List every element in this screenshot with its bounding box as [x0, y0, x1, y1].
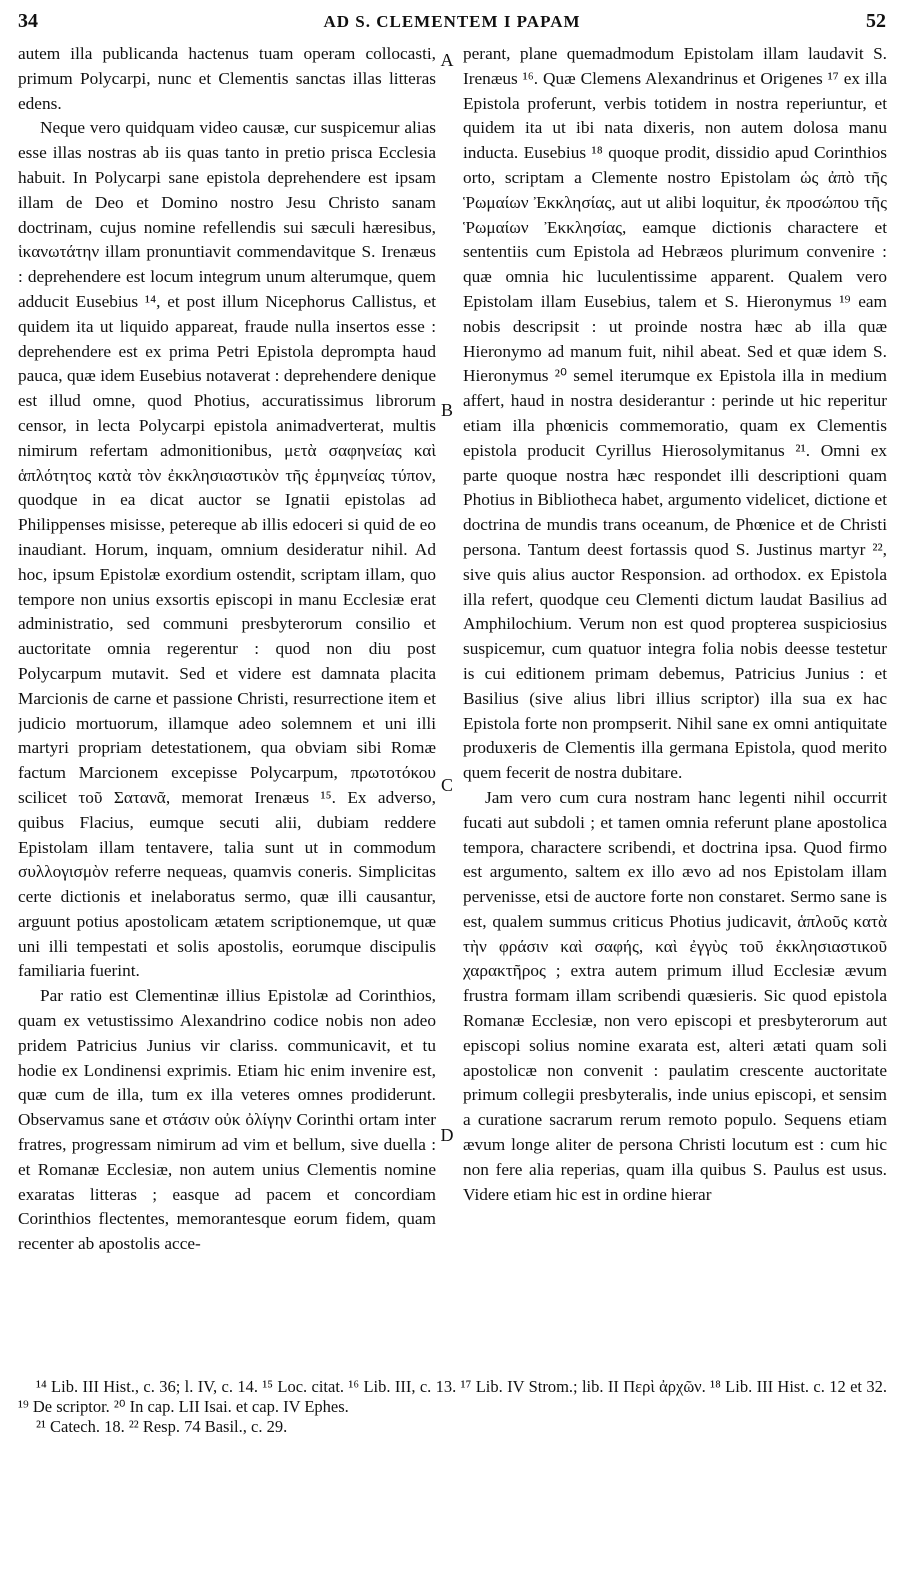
paragraph: Jam vero cum cura nostram hanc legenti nihil occurrit fucati aut subdoli ; et tamen omnia referunt plane apostolica tempora, charactere scribendi, et doctrina ipsa. Quod firmo est argumento, saltem ex illo ævo ad nos Epistolam illam pervenisse, etsi de auctore forte non constaret. Sermo sane is est, qualem summus criticus Photius judicavit, ἁπλοῦς κατὰ τὴν φράσιν καὶ σαφής, καὶ ἐγγὺς τοῦ ἐκκλησιαστικοῦ χαρακτῆρος ; extra autem primum illud Ecclesiæ ævum frustra formam illam scribendi quæsieris. Sic quod epistola Romanæ Ecclesiæ, non vero episcopi et presbyterorum aut episcopi solius nomine exarata est, alteri ætati quam soli apostolicæ non convenit : paulatim crescente auctoritate primum collegii presbyteralis, inde unius episcopi, et sensim a curatione sacrarum rerum remoto populo. Sequens etiam ævum longe aliter de persona Christi locutum est : cum hic non fere alia reperias, quam illa quibus S. Paulus est usus. Videre etiam hic est in ordine hierar [463, 787, 887, 1204]
margin-marker-d: D [440, 1125, 454, 1145]
paragraph: Neque vero quidquam video causæ, cur suspicemur alias esse illas nostras ab iis quas tanto in pretio prisca Ecclesia habuit. In Polycarpi sane epistola deprehendere est ipsam illam de Deo et Domino nostro Jesu Christo sanam doctrinam, cujus nomine refellendis sui sæculi hæresibus, ἱκανωτάτην illam pronuntiavit commendavitque S. Irenæus : deprehendere est locum integrum unum alterumque, quem adducit Eusebius ¹⁴, et post illum Nicephorus Callistus, et quidem ita ut liquido appareat, fraude nulla insertos esse : deprehendere est ex prima Petri Epistola deprompta haud pauca, quæ idem Eusebius notaverat : deprehendere denique est illud omne, quod Photius, accuratissimus librorum censor, in lecta Polycarpi epistola animadverterat, multis nimirum refertam admonitionibus, μετὰ σαφηνείας καὶ ἁπλότητος κατὰ τὸν ἐκκλησιαστικὸν τῆς ἑρμηνείας τύπον, quodque in ea dicat auctor se Ignatii epistolas ad Philippenses misisse, petereque ab illis edoceri si quid de eo inaudiant. Horum, inquam, omnium desideratur nihil. Ad hoc, ipsum Epistolæ exordium ostendit, scriptam illam, quo tempore non unius exsortis episcopi in manu Ecclesiæ erat administratio, sed communi presbyterorum consilio et auctoritate omnia regerentur : quod non diu post Polycarpum mutavit. Sed et videre est damnata placita Marcionis de carne et passione Christi, resurrectione item et judicio mortuorum, illamque adeo solemnem et uni illi martyri propriam detestationem, qua obviam sibi Romæ factum Marcionem excepisse Polycarpum, πρωτοτόκου scilicet τοῦ Σατανᾶ, memorat Irenæus ¹⁵. Ex adverso, quibus Flacius, eumque secuti alii, dubiam reddere Epistolam illam tentavere, talia sunt ut in commodum συλλογισμὸν referre nequeas, quamvis coneris. Simplicitas certe dictionis et inelaboratus sermo, quæ illi causantur, arguunt potius apostolicam ætatem scriptionemque, ut quæ uni illi tempestati et solis apostolis, eorumque discipulis familiaria fuerint. [18, 118, 436, 981]
footnote-line: ²¹ Catech. 18. ²² Resp. 74 Basil., c. 29. [36, 1417, 288, 1436]
running-title: AD S. CLEMENTEM I PAPAM [323, 12, 581, 31]
paragraph: perant, plane quemadmodum Epistolam illam laudavit S. Irenæus ¹⁶. Quæ Clemens Alexandrinus et Origenes ¹⁷ ex illa Epistola proferunt, verbis totidem in nostra reperiuntur, et quidem ita ut ibi nata dixeris, non autem dolosa manu inducta. Eusebius ¹⁸ quoque prodit, dissidio apud Corinthios orto, scriptam a Clemente nostro Epistolam ὡς ἀπὸ τῆς Ῥωμαίων Ἐκκλησίας, aut ut alibi loquitur, ἐκ προσώπου τῆς Ῥωμαίων Ἐκκλησίας, eamque dictionis charactere et sententiis cum Epistola ad Hebræos plurimum convenire : quæ omnia hic luculentissime apparent. Qualem vero Epistolam illam Eusebius, talem et S. Hieronymus ¹⁹ eam nobis descripsit : ut proinde nostra hæc ab illa quæ Hieronymo ad manum fuit, nihil abeat. Sed et quæ idem S. Hieronymus ²⁰ semel iterumque ex Epistola illa in medium affert, haud in nostra desiderantur : perinde ut hic reperitur etiam illa phœnicis commemoratio, quam ex Clementis epistola producit Cyrillus Hierosolymitanus ²¹. Omni ex parte quoque nostra hæc respondet illi descriptioni quam Photius in Bibliotheca habet, argumento videlicet, dictione et doctrina de mundis trans oceanum, de Phœnice et de Christi persona. Tantum deest fortassis quod S. Justinus martyr ²², sive quis alius auctor Responsion. ad orthodox. ex Epistola illa refert, quodque ceu Clementi dictum laudat Basilius ad Amphilochium. Verum non est quod propterea suspiciosius suspicemur, cum quatuor integra folia nobis deesse testetur is cui editionem primam debemus, Patricius Junius : et Basilius (sive alius libri illius scriptor) illa sua ex hac Epistola forte non prompserit. Nihil sane ex omni antiquitate produxeris de Clementis illa germana Epistola, quod merito quem fecerit de nostra dubitare. [463, 44, 887, 783]
right-column [463, 42, 887, 1367]
left-column [18, 42, 436, 1367]
footnotes [18, 1377, 887, 1437]
margin-marker-b: B [440, 400, 453, 420]
footnote-line: ¹⁴ Lib. III Hist., c. 36; l. IV, c. 14. ¹⁵ Loc. citat. ¹⁶ Lib. III, c. 13. ¹⁷ Lib. IV Strom.; lib. II Περὶ ἀρχῶν. ¹⁸ Lib. III Hist. c. 12 et 32. ¹⁹ De scriptor. ²⁰ In cap. LII Isai. et cap. IV Ephes. [18, 1377, 887, 1416]
paragraph: autem illa publicanda hactenus tuam operam collocasti, primum Polycarpi, nunc et Clementis sanctas illas litteras edens. [18, 44, 436, 113]
margin-marker-a: A [440, 50, 454, 70]
paragraph: Par ratio est Clementinæ illius Epistolæ ad Corinthios, quam ex vetustissimo Alexandrino codice nobis non adeo pridem Patricius Junius vir clariss. communicavit, et tu hodie ex Londinensi exprimis. Etiam hic enim invenire est, quæ cum de illa, tum ex illa veteres omnes prodiderunt. Observamus sane et στάσιν οὐκ ὀλίγην Corinthi ortam inter fratres, progressam nimirum ad vim et bellum, sive duella : et Romanæ Ecclesiæ, non autem unius Clementis nomine exaratas litteras ; easque ad pacem et concordiam Corinthios flectentes, memorantesque eorum fidem, quam recenter ab apostolis acce- [18, 986, 436, 1254]
page-header [18, 10, 886, 36]
page-number-left: 34 [18, 10, 38, 32]
page-number-right: 52 [866, 10, 886, 32]
margin-marker-c: C [440, 775, 453, 795]
